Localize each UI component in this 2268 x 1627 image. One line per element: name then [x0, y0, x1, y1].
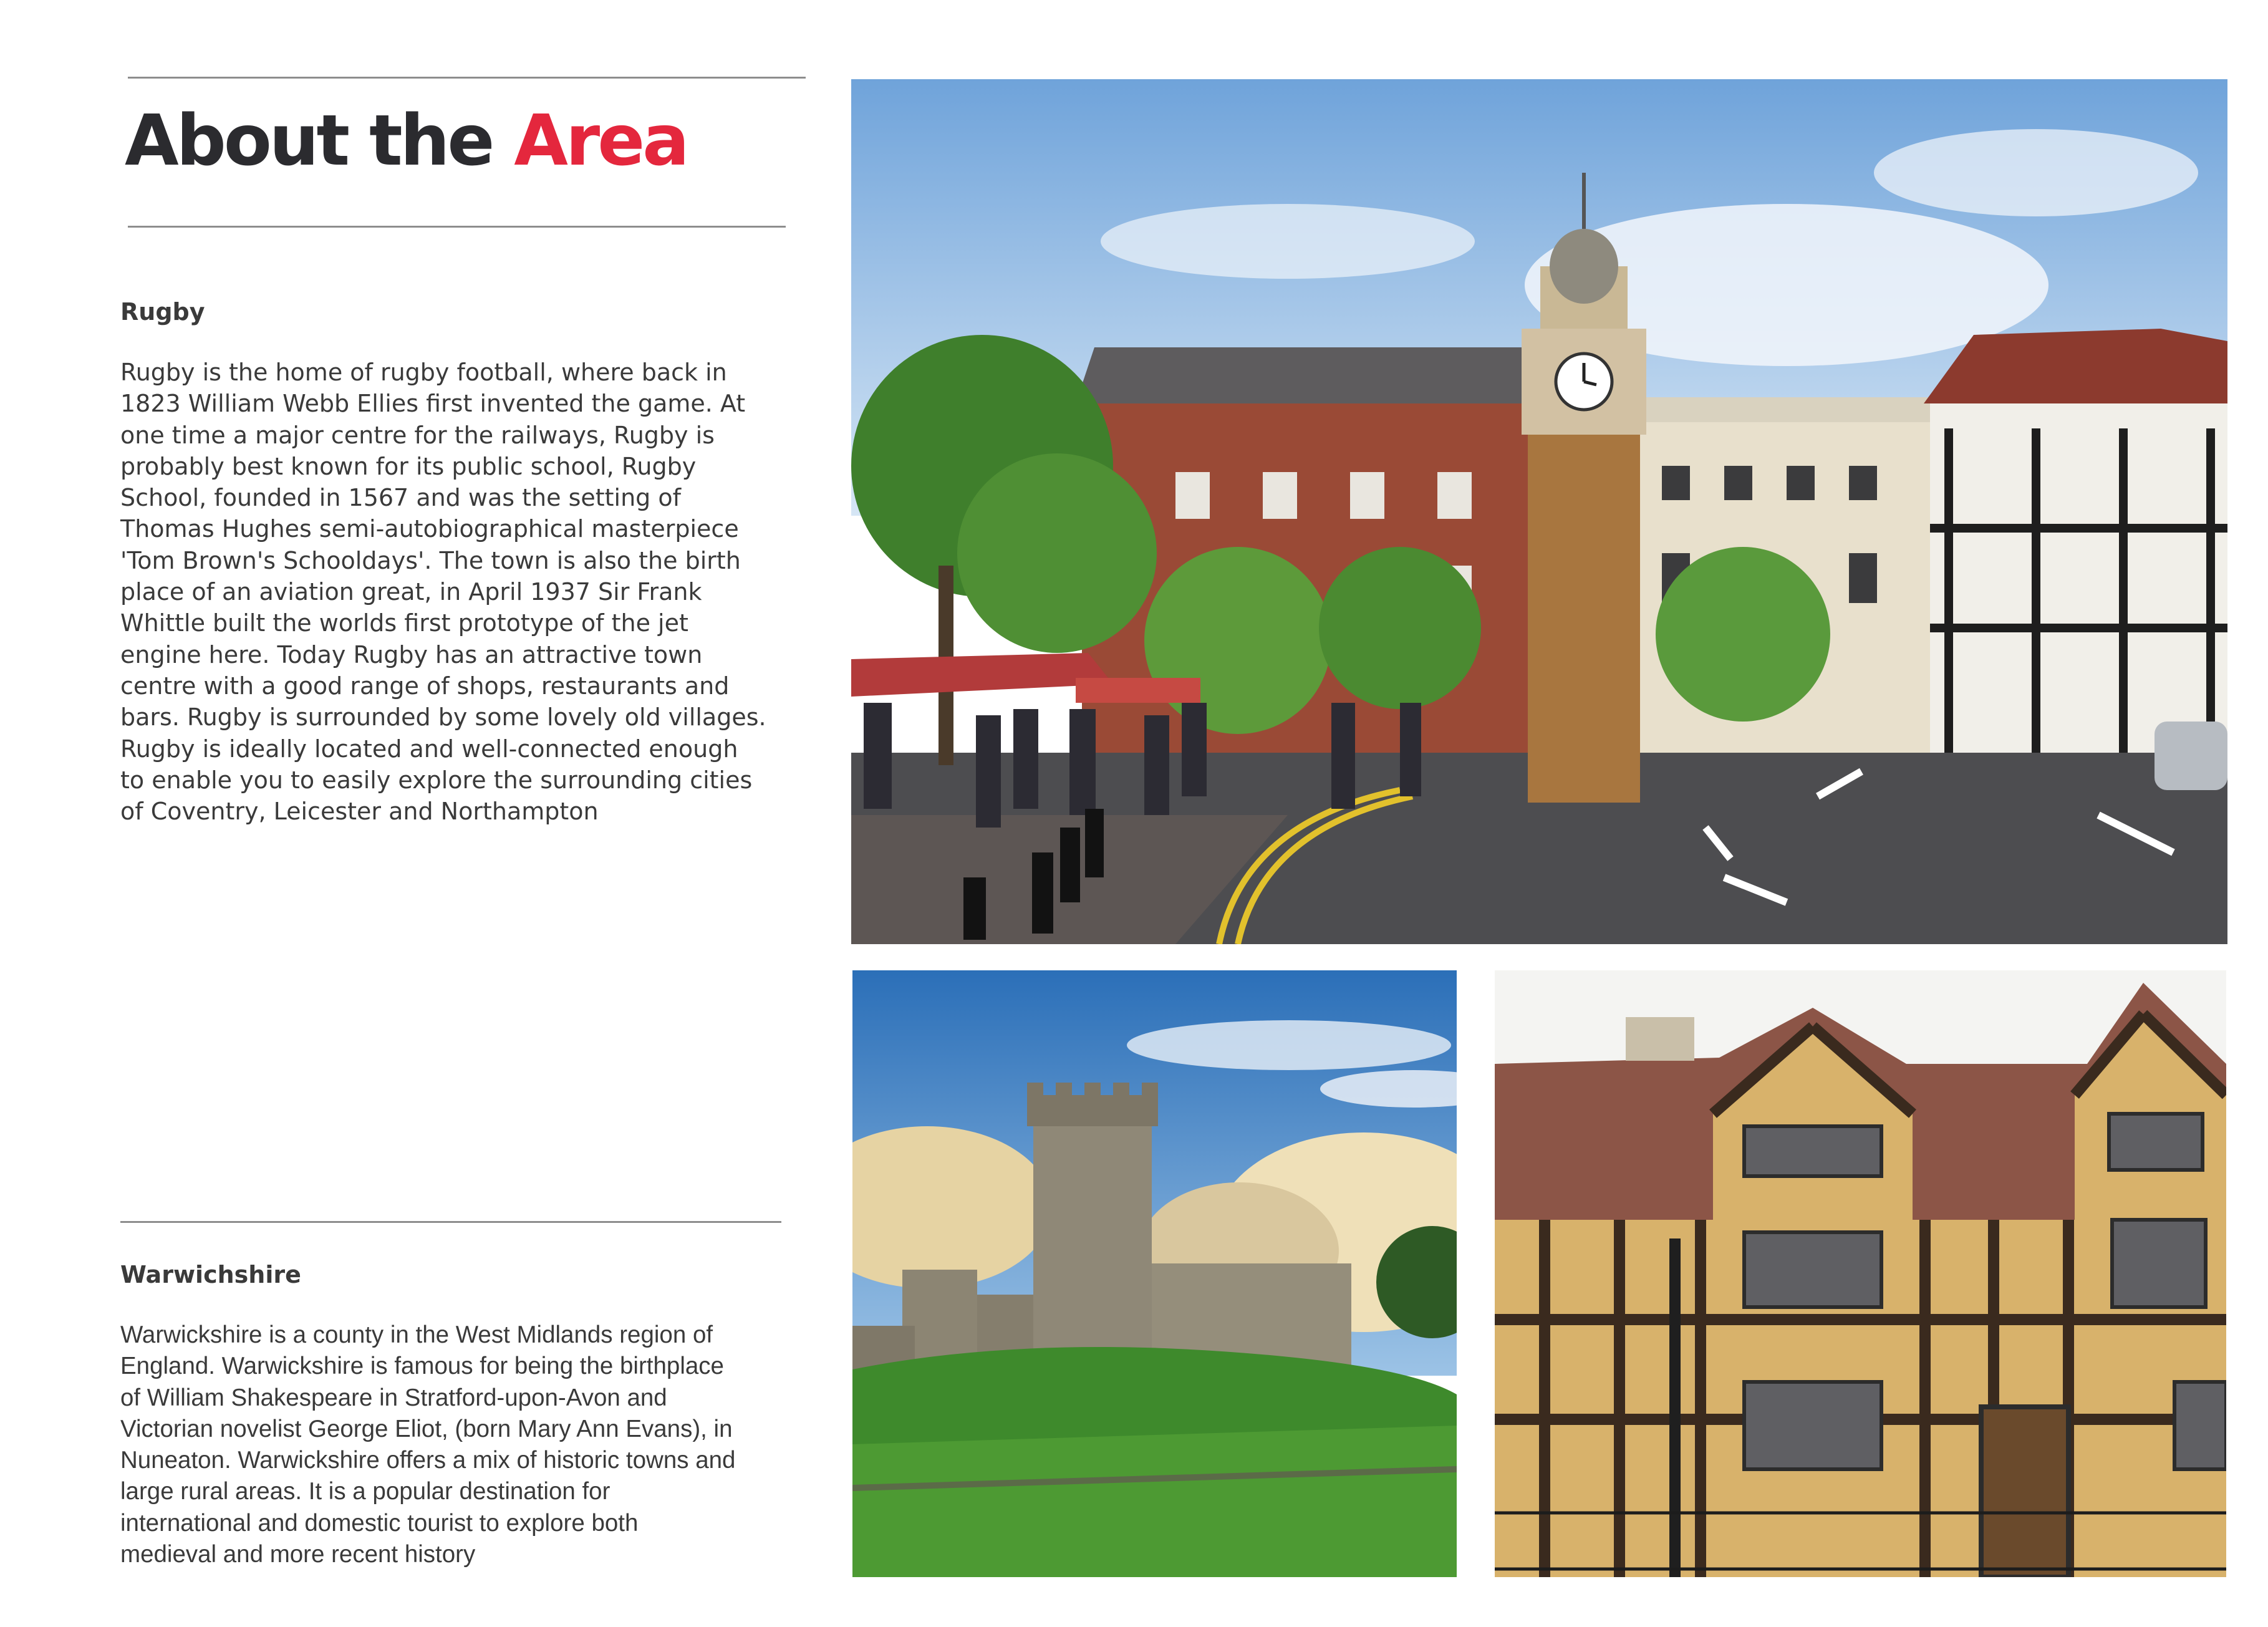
- rugby-paragraph: [120, 357, 794, 827]
- text-line: Nuneaton. Warwickshire offers a mix of historic towns and: [120, 1447, 736, 1474]
- text-line: School, founded in 1567 and was the setting of: [120, 484, 682, 512]
- tudor-house-photo: [1495, 970, 2226, 1577]
- rugby-heading: Rugby: [120, 298, 205, 326]
- text-line: bars. Rugby is surrounded by some lovely old villages.: [120, 703, 766, 731]
- warwickshire-paragraph: [120, 1320, 794, 1570]
- rugby-clock-tower-photo: [851, 79, 2227, 944]
- text-line: medieval and more recent history: [120, 1541, 476, 1568]
- text-line: one time a major centre for the railways, Rugby is: [120, 421, 715, 449]
- page-title: [125, 100, 687, 181]
- text-line: Whittle built the worlds first prototype of the jet: [120, 609, 688, 637]
- text-line: 'Tom Brown's Schooldays'. The town is also the birth: [120, 546, 741, 574]
- text-line: to enable you to easily explore the surrounding cities: [120, 766, 753, 794]
- text-line: of Coventry, Leicester and Northampton: [120, 798, 599, 826]
- text-line: probably best known for its public school, Rugby: [120, 452, 697, 480]
- text-line: Victorian novelist George Eliot, (born Mary Ann Evans), in: [120, 1415, 733, 1442]
- top-divider: [128, 77, 806, 79]
- warwick-castle-photo: [852, 970, 1457, 1577]
- text-line: Warwickshire is a county in the West Midlands region of: [120, 1321, 713, 1348]
- text-line: England. Warwickshire is famous for being the birthplace: [120, 1353, 724, 1380]
- text-line: engine here. Today Rugby has an attractive town: [120, 640, 703, 669]
- warwickshire-heading: Warwichshire: [120, 1261, 301, 1288]
- text-line: Thomas Hughes semi-autobiographical masterpiece: [120, 515, 739, 543]
- text-line: large rural areas. It is a popular destination for: [120, 1478, 610, 1505]
- title-prefix: About the: [125, 100, 493, 181]
- text-line: international and domestic tourist to explore both: [120, 1509, 639, 1537]
- text-line: 1823 William Webb Ellies first invented the game. At: [120, 390, 746, 418]
- text-line: place of an aviation great, in April 1937 Sir Frank: [120, 578, 702, 606]
- text-line: centre with a good range of shops, restaurants and: [120, 672, 730, 700]
- text-line: of William Shakespeare in Stratford-upon-Avon and: [120, 1384, 667, 1411]
- text-line: Rugby is ideally located and well-connected enough: [120, 735, 738, 763]
- text-line: Rugby is the home of rugby football, where back in: [120, 359, 727, 386]
- title-divider: [128, 226, 786, 228]
- section-divider: [120, 1221, 781, 1223]
- title-accent: Area: [514, 100, 687, 181]
